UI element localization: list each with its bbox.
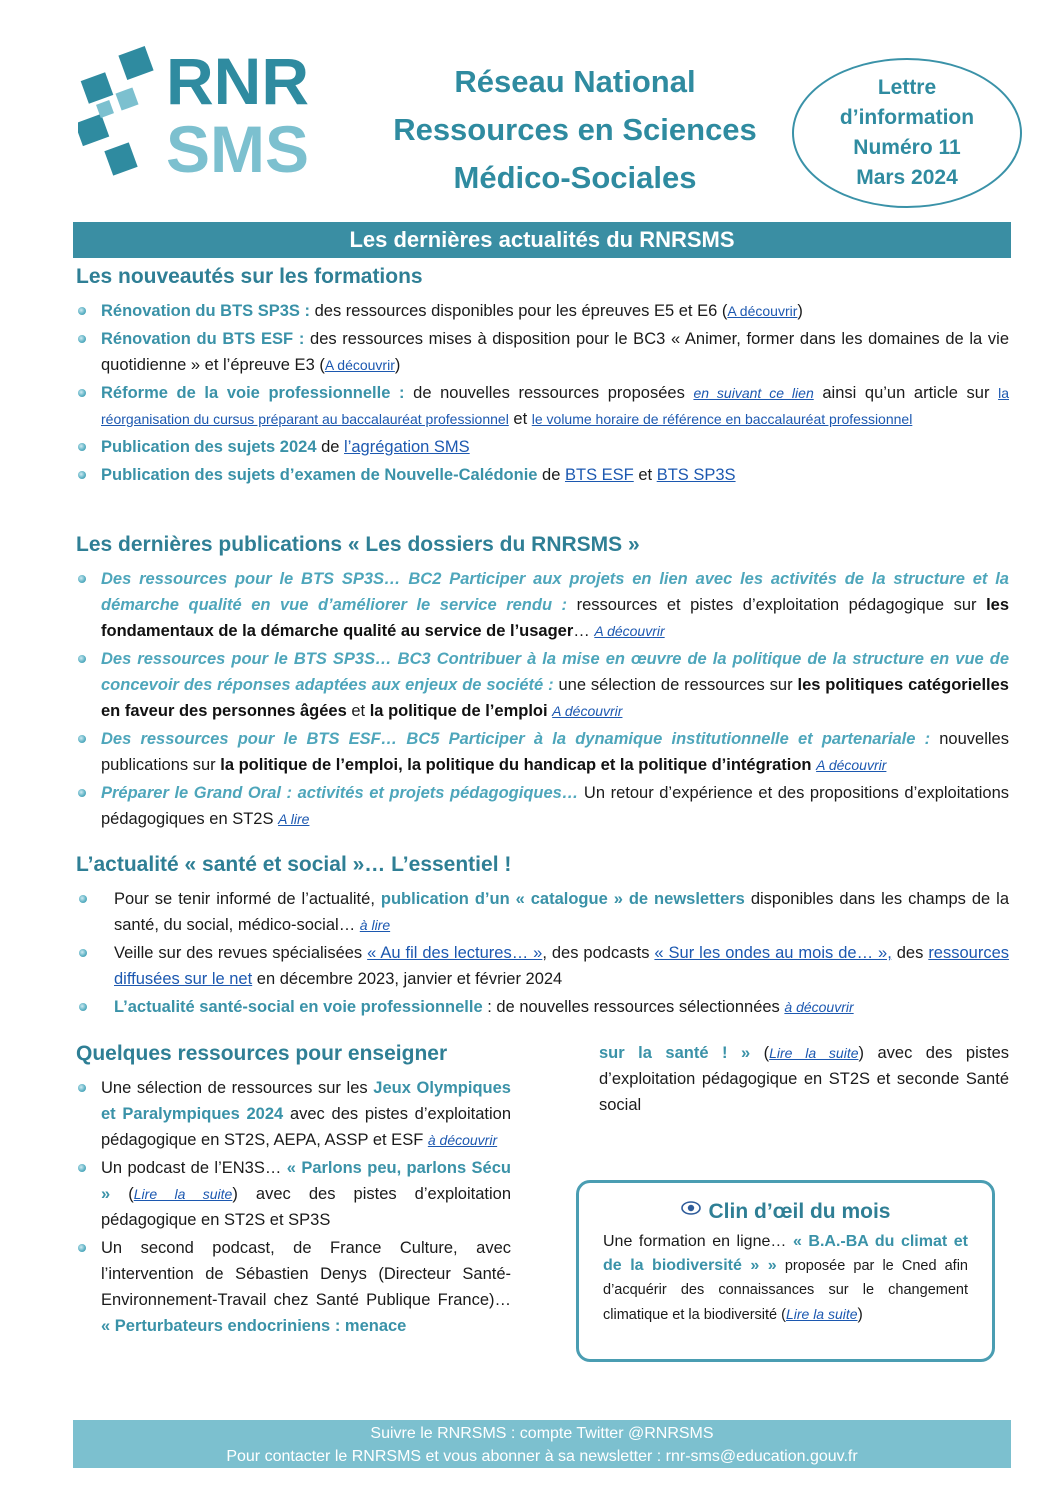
- item-lead: Des ressources pour le BTS SP3S… BC2 Participer aux projets en lien avec les activités de la structure et la démarche qualité en vue d’améliorer le service rendu :: [101, 570, 1009, 614]
- item-lead: Rénovation du BTS SP3S :: [101, 302, 311, 320]
- news-banner: Les dernières actualités du RNRSMS: [73, 222, 1011, 258]
- clin-doeil-box: [576, 1180, 995, 1362]
- clin-title: [603, 1197, 968, 1224]
- list-item: [76, 726, 1009, 778]
- item-lead: Préparer le Grand Oral : activités et projets pédagogiques…: [101, 784, 579, 802]
- logo-rnr-text: RNR: [166, 46, 309, 118]
- net-resources-link[interactable]: ressources diffusées sur le net: [114, 944, 1010, 988]
- rnrsms-logo: [78, 46, 340, 178]
- formations-list: [76, 298, 1009, 490]
- item-text: et: [508, 410, 532, 428]
- title-line: Médico-Sociales: [453, 160, 697, 195]
- item-text: Pour se tenir informé de l’actualité,: [114, 890, 381, 908]
- item-text: une sélection de ressources sur: [553, 676, 798, 694]
- item-text: Un second podcast, de France Culture, avec l’intervention de Sébastien Denys (Directeur Santé-Environnement-Travail chez Santé Publique France)…: [101, 1239, 511, 1309]
- item-text: nouvelles publications sur: [101, 730, 1009, 774]
- item-text: ): [857, 1306, 863, 1323]
- item-lead: publication d’un « catalogue » de newsletters: [380, 890, 745, 908]
- item-text: et: [633, 466, 657, 484]
- item-text: ): [797, 302, 803, 320]
- issue-date: Mars 2024: [856, 166, 958, 189]
- footer-twitter: Suivre le RNRSMS : compte Twitter @RNRSMS: [370, 1425, 714, 1442]
- item-lead: Réforme de la voie professionnelle :: [101, 384, 405, 402]
- item-lead: « Perturbateurs endocriniens : menace: [101, 1317, 407, 1335]
- issue-badge: [792, 58, 1022, 208]
- article-link[interactable]: la réorganisation du cursus préparant au baccalauréat professionnel: [101, 385, 1009, 427]
- item-lead: Publication des sujets 2024: [101, 438, 317, 456]
- bts-esf-link[interactable]: BTS ESF: [564, 466, 634, 484]
- item-text: des ressources mises à disposition pour le BC3 « Animer, former dans les domaines de la vie quotidienne » et l’épreuve E3 (: [101, 330, 1010, 374]
- item-text: Veille sur des revues spécialisées: [114, 944, 368, 962]
- read-more-link[interactable]: Lire la suite: [769, 1045, 859, 1061]
- item-lead: Publication des sujets d’examen de Nouvelle-Calédonie: [101, 466, 538, 484]
- item-text: proposée par le Cned afin d’acquérir des connaissances sur le changement climatique et la biodiversité (: [603, 1258, 968, 1323]
- actualite-list: [76, 886, 1009, 1022]
- list-item: [76, 1235, 511, 1339]
- bts-sp3s-link[interactable]: BTS SP3S: [656, 466, 736, 484]
- item-text: : de nouvelles ressources sélectionnées: [482, 998, 785, 1016]
- list-item: [76, 994, 1009, 1020]
- item-text: , des podcasts: [542, 944, 655, 962]
- list-item: Un podcast de l’EN3S… « Parlons peu, parlons Sécu » (Lire la suite) avec des pistes d’exploitation pédagogique en ST2S et SP3S: [76, 1155, 511, 1233]
- item-text: avec des pistes d’exploitation pédagogique en ST2S et SP3S: [101, 1185, 512, 1229]
- item-text: ): [394, 356, 401, 374]
- list-item: [76, 886, 1009, 938]
- list-item: [76, 380, 1009, 432]
- item-lead: Rénovation du BTS ESF :: [101, 330, 305, 348]
- lectures-link[interactable]: « Au fil des lectures… »: [367, 944, 543, 962]
- read-link[interactable]: à lire: [359, 917, 391, 933]
- eye-icon: [681, 1197, 701, 1211]
- item-text: Un podcast de l’EN3S…: [101, 1159, 287, 1177]
- list-item: [76, 940, 1009, 992]
- read-more-link[interactable]: Lire la suite: [133, 1186, 233, 1202]
- list-item: [76, 298, 1009, 324]
- item-text: …: [573, 622, 595, 640]
- item-lead: Des ressources pour le BTS SP3S… BC3 Contribuer à la mise en œuvre de la politique de la structure en vue de concevoir des réponses adaptées aux enjeux de société :: [101, 650, 1009, 694]
- issue-line: d’information: [839, 106, 975, 129]
- item-text: et: [346, 702, 370, 720]
- footer: [73, 1420, 1011, 1468]
- list-item: [76, 646, 1009, 724]
- logo-sms-text: SMS: [166, 112, 310, 178]
- clin-title-text: Clin d’œil du mois: [708, 1200, 891, 1223]
- section-title-enseigner: Quelques ressources pour enseigner: [76, 1042, 448, 1065]
- list-item: [76, 462, 1009, 488]
- dossiers-list: [76, 566, 1009, 834]
- title-line: Réseau National: [454, 64, 696, 99]
- read-more-link[interactable]: Lire la suite: [785, 1306, 858, 1322]
- page-title: [360, 58, 790, 202]
- item-bold: les politiques catégorielles en faveur des personnes âgées: [101, 676, 1009, 720]
- list-item: [76, 1075, 511, 1153]
- item-text: disponibles dans les champs de la santé, du social, médico-social…: [114, 890, 1009, 934]
- item-text: avec des pistes d’exploitation pédagogique en ST2S, AEPA, ASSP et ESF: [101, 1105, 511, 1149]
- discover-link[interactable]: A découvrir: [594, 623, 665, 639]
- item-text: ressources et pistes d’exploitation pédagogique sur: [567, 596, 987, 614]
- discover-link[interactable]: à découvrir: [784, 999, 854, 1015]
- item-text: de: [316, 438, 345, 456]
- item-lead: L’actualité santé-social en voie professionnelle: [114, 998, 483, 1016]
- section-title-actualite: L’actualité « santé et social »… L’essentiel !: [76, 853, 512, 876]
- article-link[interactable]: le volume horaire de référence en baccalauréat professionnel: [531, 411, 913, 427]
- discover-link[interactable]: A découvrir: [552, 703, 623, 719]
- issue-number: Numéro 11: [853, 136, 961, 159]
- enseigner-continuation: sur la santé ! » (Lire la suite) avec des pistes d’exploitation pédagogique en ST2S et seconde Santé social: [599, 1044, 1009, 1114]
- item-text: Une formation en ligne…: [603, 1233, 793, 1250]
- discover-link[interactable]: à découvrir: [427, 1132, 498, 1148]
- follow-link[interactable]: en suivant ce lien: [693, 385, 814, 401]
- item-text: Une sélection de ressources sur les: [101, 1079, 374, 1097]
- item-text: Un retour d’expérience et des propositions d’exploitations pédagogiques en ST2S: [101, 784, 1009, 828]
- item-lead: « Parlons peu, parlons Sécu »: [101, 1159, 511, 1203]
- podcasts-link[interactable]: « Sur les ondes au mois de… »,: [654, 944, 892, 962]
- footer-contact: Pour contacter le RNRSMS et vous abonner à sa newsletter : rnr-sms@education.gouv.fr: [226, 1448, 858, 1465]
- discover-link[interactable]: A découvrir: [727, 303, 798, 319]
- item-lead: sur la santé ! »: [599, 1044, 751, 1062]
- clin-body: [603, 1230, 968, 1327]
- section-title-dossiers: Les dernières publications « Les dossiers du RNRSMS »: [76, 533, 640, 556]
- item-lead: « B.A.-BA du climat et de la biodiversité » »: [603, 1233, 968, 1274]
- item-bold: les fondamentaux de la démarche qualité au service de l’usager: [101, 596, 1009, 640]
- title-line: Ressources en Sciences: [393, 112, 757, 147]
- list-item: [76, 326, 1009, 378]
- item-text: en décembre 2023, janvier et février 2024: [252, 970, 563, 988]
- item-text: ainsi qu’un article sur: [813, 384, 999, 402]
- discover-link[interactable]: A découvrir: [324, 357, 395, 373]
- item-bold: la politique de l’emploi: [369, 702, 548, 720]
- item-text: des: [891, 944, 929, 962]
- section-title-formations: Les nouveautés sur les formations: [76, 265, 423, 288]
- issue-line: Lettre: [877, 76, 937, 99]
- discover-link[interactable]: A découvrir: [816, 757, 887, 773]
- agregation-link[interactable]: l’agrégation SMS: [344, 438, 470, 456]
- item-lead: Jeux Olympiques et Paralympiques 2024: [101, 1079, 511, 1123]
- item-text: de nouvelles ressources proposées: [404, 384, 694, 402]
- item-text: avec des pistes d’exploitation pédagogique en ST2S et seconde Santé social: [599, 1044, 1009, 1114]
- read-link[interactable]: A lire: [278, 811, 310, 827]
- item-bold: la politique de l’emploi, la politique du handicap et la politique d’intégration: [220, 756, 812, 774]
- item-lead: Des ressources pour le BTS ESF… BC5 Participer à la dynamique institutionnelle et partenariale :: [101, 730, 931, 748]
- enseigner-list: [76, 1075, 511, 1341]
- list-item: [76, 780, 1009, 832]
- list-item: [76, 566, 1009, 644]
- item-text: de: [537, 466, 565, 484]
- item-text: des ressources disponibles pour les épreuves E5 et E6 (: [310, 302, 728, 320]
- list-item: [76, 434, 1009, 460]
